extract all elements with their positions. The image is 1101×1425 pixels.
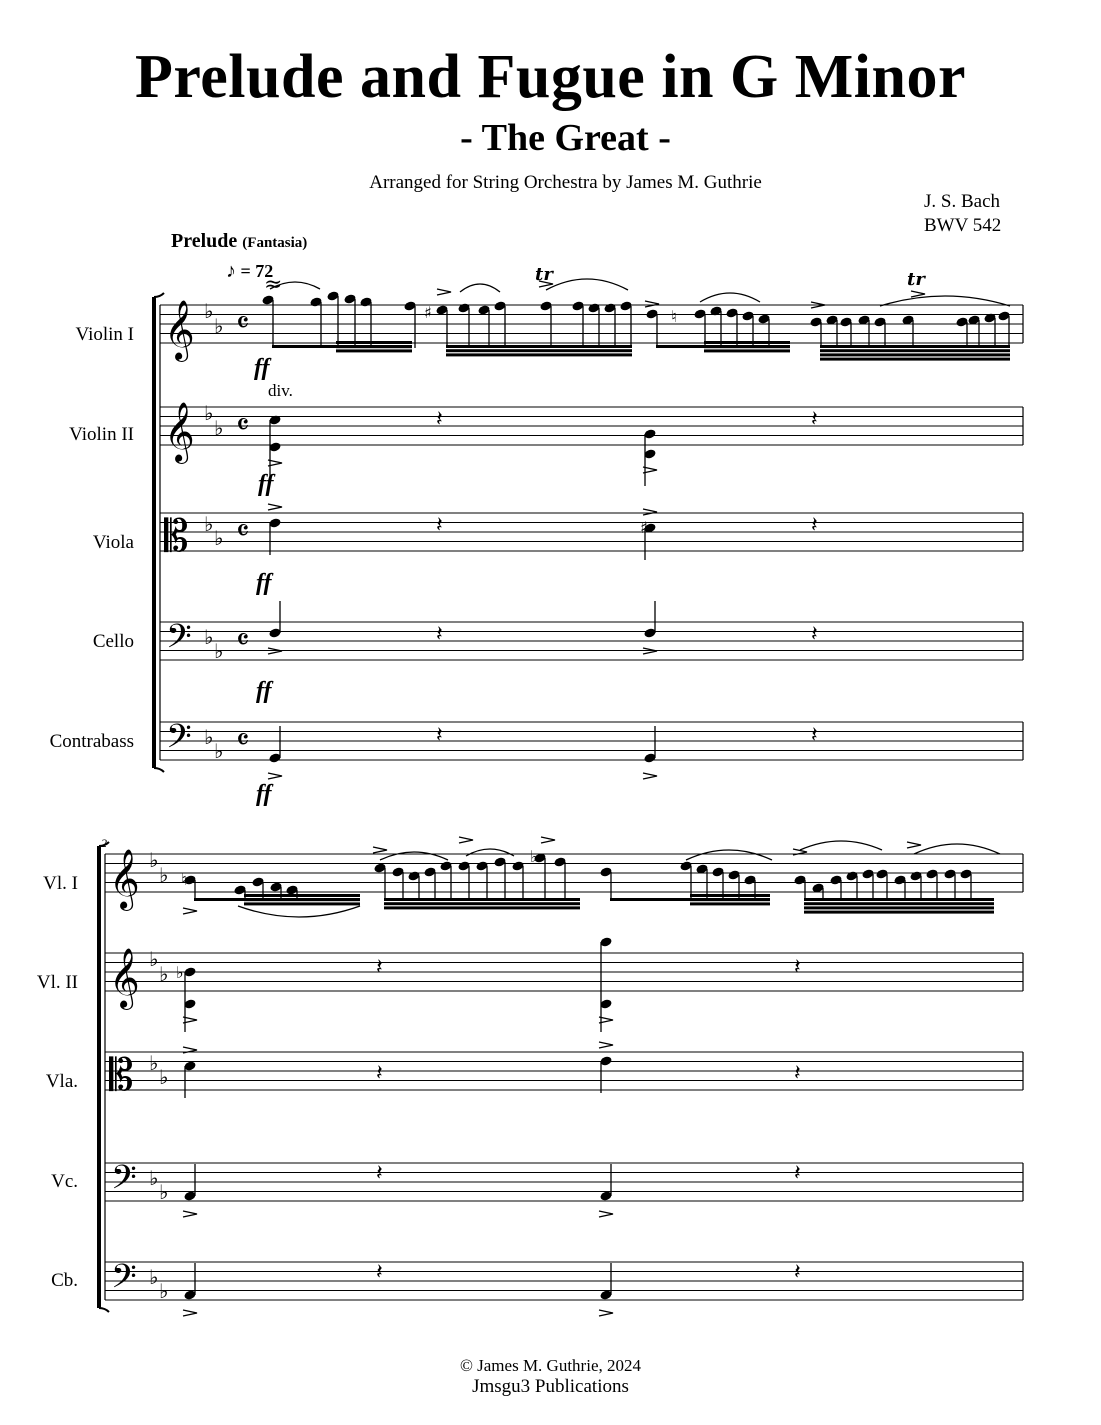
accent-mark <box>437 289 451 295</box>
dynamic-ff-contrabass: ff <box>256 781 272 807</box>
accent-mark <box>268 504 282 510</box>
quarter-rest: 𝄽 <box>794 1161 801 1186</box>
dynamic-ff-violin-2: ff <box>258 471 274 497</box>
page-title: Prelude and Fugue in G Minor <box>135 43 966 111</box>
flat-icon: ♭ <box>149 1265 159 1289</box>
beam <box>336 341 412 344</box>
accent-mark <box>599 1310 613 1316</box>
beam <box>384 902 580 905</box>
instrument-label-violin-2: Violin II <box>69 424 134 445</box>
beam <box>704 349 790 352</box>
quarter-rest: 𝄽 <box>376 1260 383 1285</box>
quarter-rest: 𝄽 <box>436 407 443 432</box>
measure-number: 2 <box>101 836 107 850</box>
trill-icon: tr <box>535 264 553 285</box>
instrument-label-cello: Cello <box>92 631 134 652</box>
flat-icon: ♭ <box>159 962 169 986</box>
bass-clef-icon: 𝄢 <box>111 1258 137 1304</box>
flat-icon: ♭ <box>204 625 214 649</box>
beam <box>336 349 412 352</box>
natural-icon: ♮ <box>181 870 187 889</box>
composer-name: J. S. Bach <box>924 191 1000 212</box>
alto-clef-icon: 𝄡 <box>109 1050 134 1101</box>
beam <box>704 345 790 348</box>
flat-icon: ♭ <box>159 1279 169 1303</box>
accent-mark <box>599 1211 613 1217</box>
quarter-rest: 𝄽 <box>436 723 443 748</box>
sharp-icon: ♯ <box>424 303 432 322</box>
mordent-icon: ≈ <box>264 272 283 297</box>
slur <box>460 284 500 292</box>
beam <box>820 353 1010 356</box>
quarter-rest: 𝄽 <box>811 723 818 748</box>
quarter-rest: 𝄽 <box>436 513 443 538</box>
beam <box>820 358 1010 361</box>
quarter-rest: 𝄽 <box>811 407 818 432</box>
bass-clef-icon: 𝄢 <box>166 618 192 664</box>
common-time-icon: 𝄴 <box>236 623 250 658</box>
flat-icon: ♭ <box>214 639 224 663</box>
flat-icon: ♭ <box>214 526 224 550</box>
flat-icon: ♭ <box>204 299 214 323</box>
beam <box>804 911 994 914</box>
common-time-icon: 𝄴 <box>236 408 250 443</box>
quarter-rest: 𝄽 <box>376 955 383 980</box>
trill-icon: tr <box>907 269 925 290</box>
quarter-rest: 𝄽 <box>794 955 801 980</box>
quarter-rest: 𝄽 <box>811 513 818 538</box>
beam <box>804 898 994 901</box>
accent-mark <box>541 837 555 843</box>
common-time-icon: 𝄴 <box>236 306 250 341</box>
accent-mark <box>459 837 473 843</box>
accent-mark <box>643 509 657 515</box>
accent-mark <box>643 773 657 779</box>
beam <box>244 902 360 905</box>
accent-mark <box>268 773 282 779</box>
beam <box>446 353 632 356</box>
flat-icon: ♭ <box>159 1180 169 1204</box>
common-time-icon: 𝄴 <box>236 723 250 758</box>
treble-clef-icon: 𝄞 <box>164 300 195 360</box>
instrument-label-vc-short: Vc. <box>51 1171 78 1192</box>
slur <box>380 852 448 860</box>
beam <box>690 902 770 905</box>
treble-clef-icon: 𝄞 <box>109 849 140 909</box>
flat-icon: ♭ <box>214 314 224 338</box>
instrument-label-violin-1: Violin I <box>75 324 134 345</box>
quarter-rest: 𝄽 <box>436 622 443 647</box>
beam <box>446 349 632 352</box>
instrument-label-vl1-short: Vl. I <box>43 873 78 894</box>
quarter-rest: 𝄽 <box>794 1061 801 1086</box>
page-subtitle: - The Great - <box>460 117 671 159</box>
slur <box>800 841 882 850</box>
copyright-notice: © James M. Guthrie, 2024 <box>459 1356 641 1375</box>
sharp-icon: ♯ <box>640 518 648 537</box>
beam <box>690 894 770 897</box>
slur <box>546 279 628 290</box>
slur <box>700 293 760 302</box>
accent-mark <box>183 1211 197 1217</box>
movement-subtitle: (Fantasia) <box>242 235 308 251</box>
flat-icon: ♭ <box>149 947 159 971</box>
accent-mark <box>373 847 387 853</box>
instrument-label-viola: Viola <box>92 532 134 553</box>
beam <box>446 345 632 348</box>
instrument-label-vla-short: Vla. <box>45 1071 78 1092</box>
divisi-marking: div. <box>268 381 293 400</box>
beam <box>244 898 360 901</box>
flat-icon: ♭ <box>530 847 538 866</box>
beam <box>384 898 580 901</box>
bass-clef-icon: 𝄢 <box>166 718 192 764</box>
flat-icon: ♭ <box>214 739 224 763</box>
publisher-name: Jmsgu3 Publications <box>472 1376 629 1397</box>
natural-icon: ♮ <box>671 307 677 326</box>
catalog-number: BWV 542 <box>924 215 1002 236</box>
accent-mark <box>911 291 925 297</box>
slur <box>914 844 1000 854</box>
accent-mark <box>183 908 197 914</box>
beam <box>336 345 412 348</box>
beam <box>820 349 1010 352</box>
flat-icon: ♭ <box>149 1051 159 1075</box>
flat-icon: ♭ <box>176 963 184 982</box>
beam <box>804 902 994 905</box>
eighth-note-icon: ♪ <box>226 260 236 282</box>
quarter-rest: 𝄽 <box>794 1260 801 1285</box>
treble-clef-icon: 𝄞 <box>109 948 140 1008</box>
bass-clef-icon: 𝄢 <box>111 1159 137 1205</box>
instrument-label-vl2-short: Vl. II <box>36 972 78 993</box>
dynamic-ff-violin-1: ff <box>254 355 270 381</box>
accent-mark <box>907 842 921 848</box>
beam <box>690 898 770 901</box>
accent-mark <box>599 1042 613 1048</box>
instrument-label-cb-short: Cb. <box>51 1270 78 1291</box>
beam <box>244 894 360 897</box>
quarter-rest: 𝄽 <box>376 1161 383 1186</box>
flat-icon: ♭ <box>159 863 169 887</box>
flat-icon: ♭ <box>204 512 214 536</box>
flat-icon: ♭ <box>214 416 224 440</box>
beam <box>384 906 580 909</box>
flat-icon: ♭ <box>204 401 214 425</box>
flat-icon: ♭ <box>149 848 159 872</box>
treble-clef-icon: 𝄞 <box>164 402 195 462</box>
slur <box>686 850 772 860</box>
beam <box>704 341 790 344</box>
dynamic-ff-cello: ff <box>256 678 272 704</box>
quarter-rest: 𝄽 <box>811 622 818 647</box>
flat-icon: ♭ <box>204 725 214 749</box>
accent-mark <box>183 1310 197 1316</box>
slur <box>466 849 514 856</box>
dynamic-ff-viola: ff <box>256 570 272 596</box>
common-time-icon: 𝄴 <box>236 514 250 549</box>
beam <box>804 906 994 909</box>
accent-mark <box>645 301 659 307</box>
slur <box>238 906 360 917</box>
metronome-value: = 72 <box>240 261 274 281</box>
movement-title: Prelude <box>171 230 238 252</box>
flat-icon: ♭ <box>159 1065 169 1089</box>
instrument-label-contrabass: Contrabass <box>49 731 134 752</box>
beam <box>820 345 1010 348</box>
arranger-credit: Arranged for String Orchestra by James M. Guthrie <box>369 172 762 193</box>
quarter-rest: 𝄽 <box>376 1061 383 1086</box>
flat-icon: ♭ <box>149 1166 159 1190</box>
alto-clef-icon: 𝄡 <box>164 511 189 562</box>
